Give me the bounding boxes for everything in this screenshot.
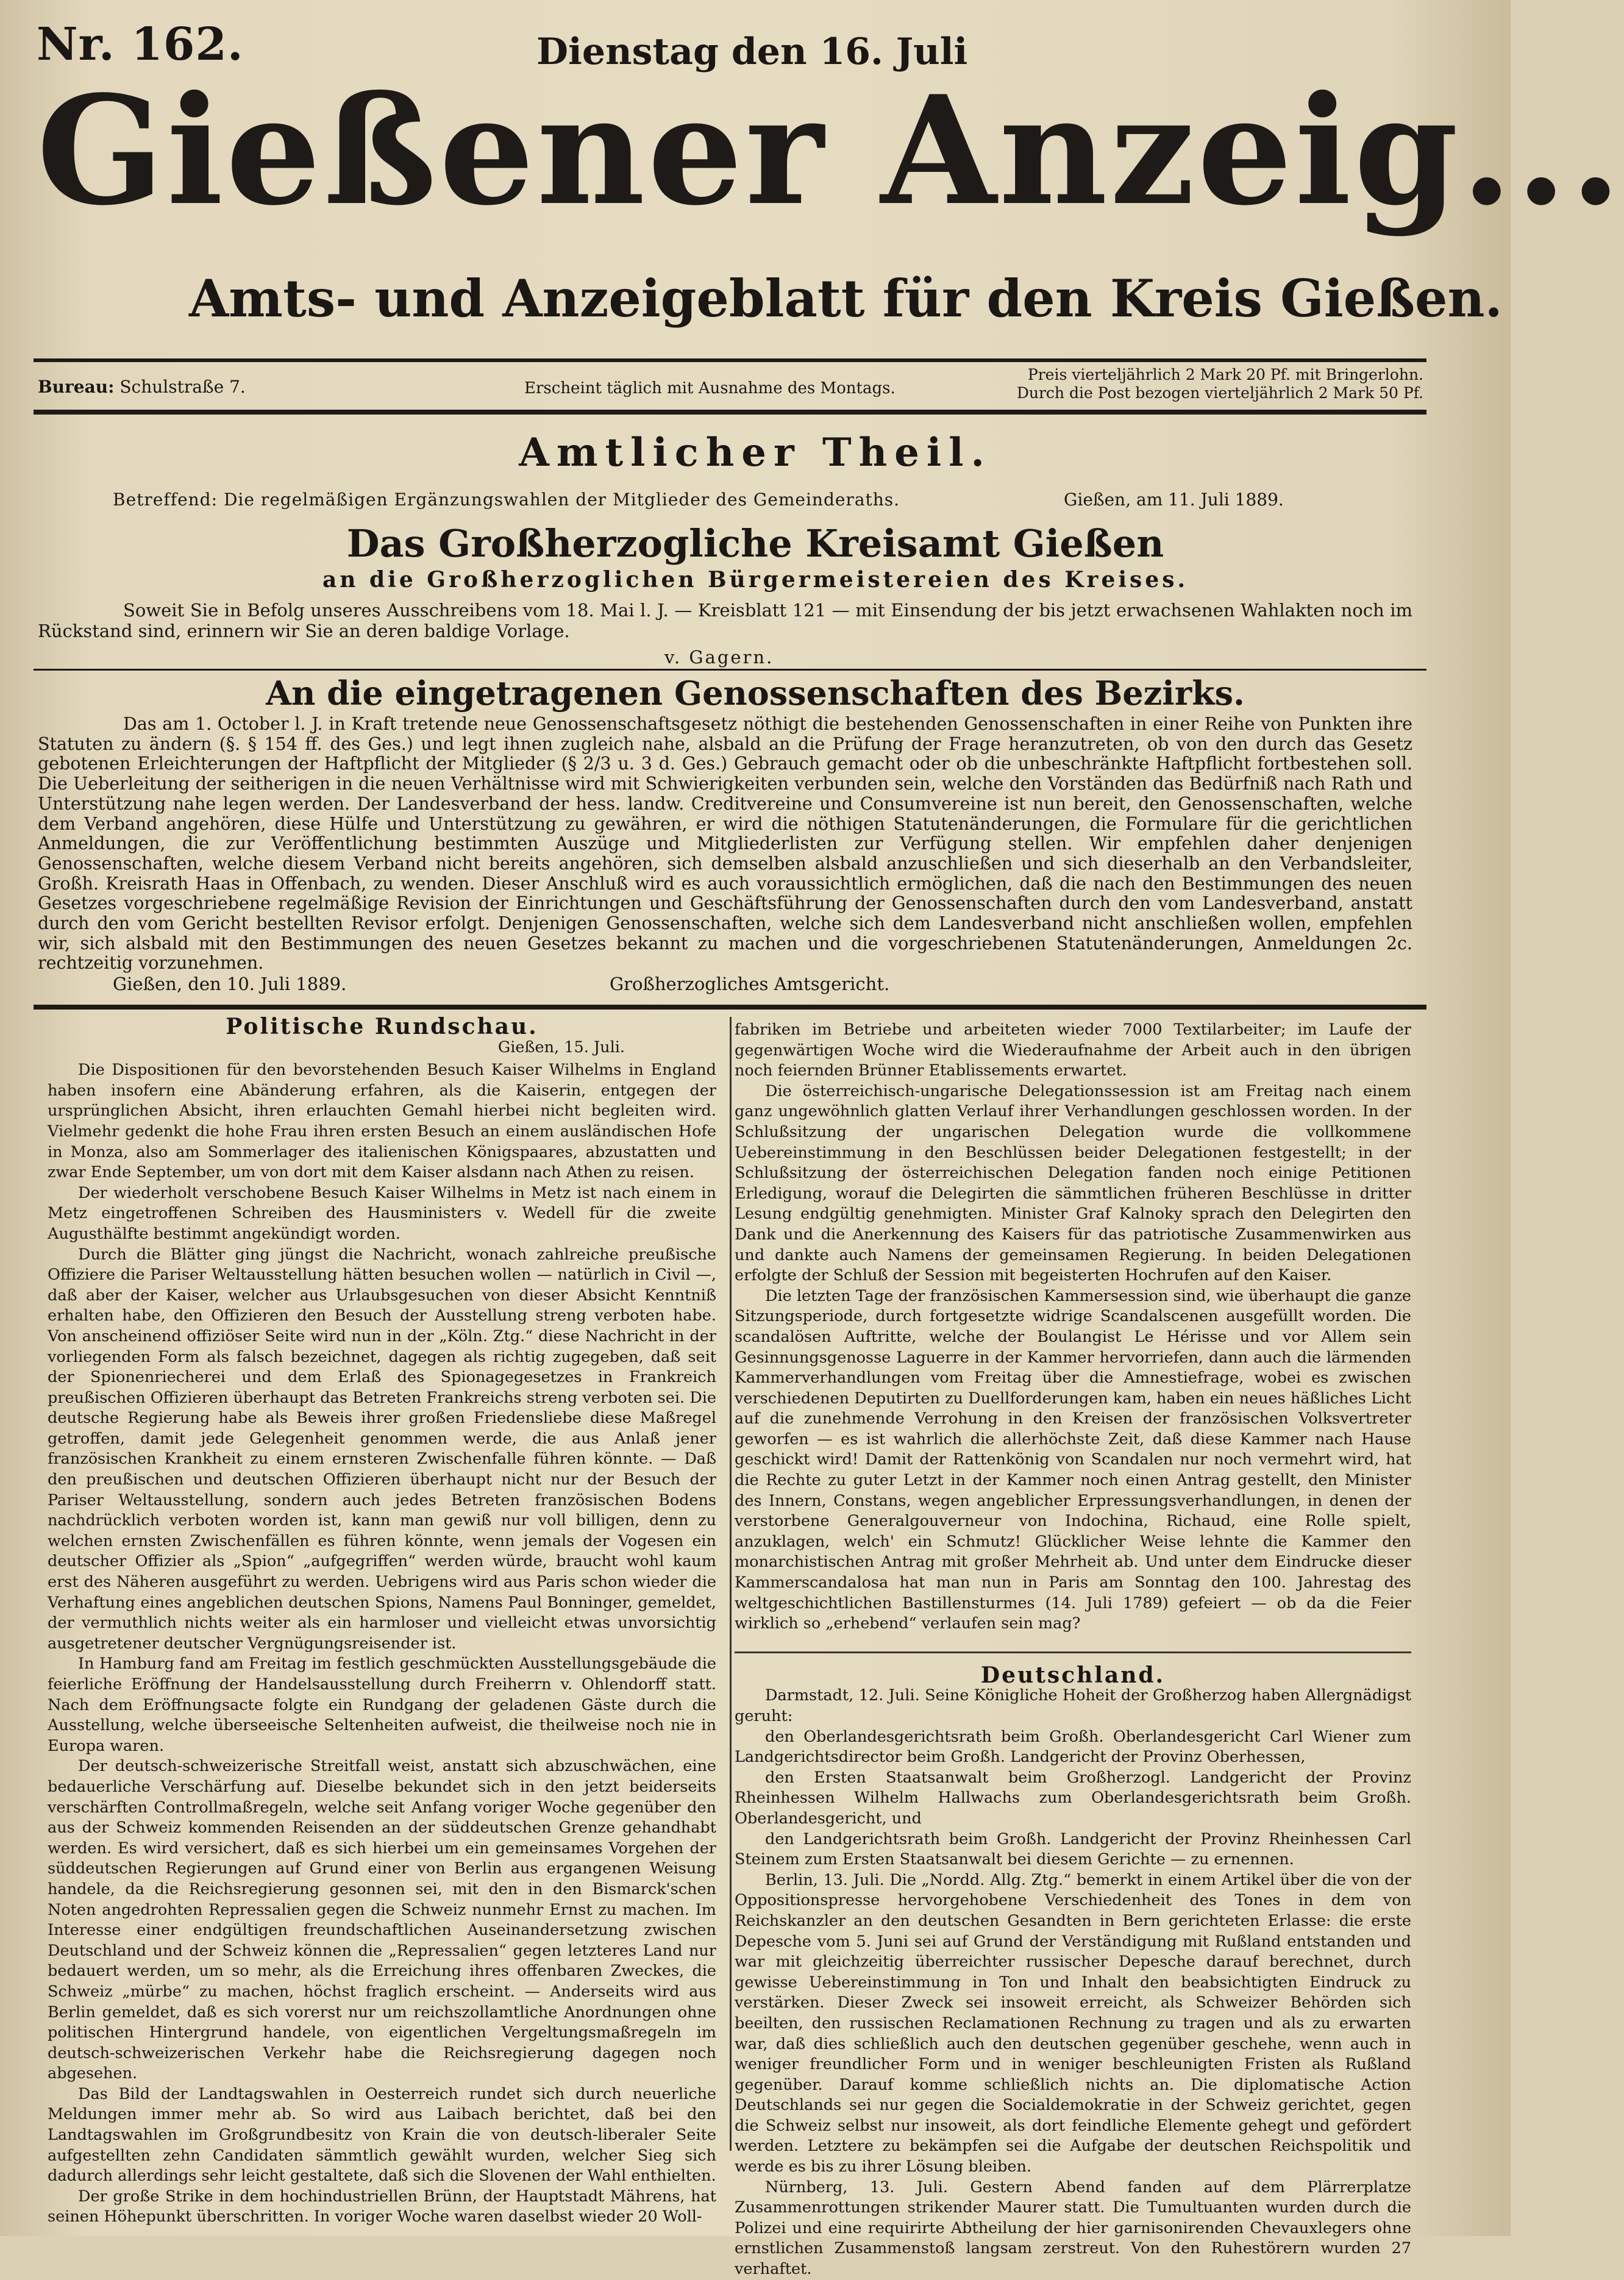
masthead-rule-top: [34, 358, 1426, 362]
germany-heading: Deutschland.: [980, 1662, 1166, 1688]
column-separator: [730, 1017, 732, 2151]
cooperatives-place-date: Gießen, den 10. Juli 1889.: [113, 974, 347, 994]
politics-paragraph: Das Bild der Landtagswahlen in Oesterreich rundet sich durch neuerliche Meldungen immer mehr ab. So wird aus Laibach berichtet, daß bei den Landtagswahlen im Großgrundbesitz von Krain die von deutsch-liberaler Seite aufgestellten zehn Candidaten sämmtlich gewählt wurden, welcher Sieg sich dadurch allerdings sehr leicht gestaltete, daß sich die Slovenen der Wahl enthielten.: [48, 2084, 716, 2186]
politics-paragraph: Durch die Blätter ging jüngst die Nachricht, wonach zahlreiche preußische Offiziere die Pariser Weltausstellung hätten besuchen wollen — natürlich in Civil —, daß aber der Kaiser, welcher aus Urlaubsgesuchen von dieser Absicht Kenntniß erhalten habe, den Offizieren den Besuch der Ausstellung streng verboten habe. Von anscheinend offiziöser Seite wird nun in der „Köln. Ztg.“ diese Nachricht in der vorliegenden Form als falsch bezeichnet, dagegen als richtig zugegeben, daß seit der Spionenriecherei und dem Erlaß des Spionagegesetzes in Frankreich preußischen Offizieren überhaupt das Betreten Frankreichs streng verboten sei. Die deutsche Regierung habe als Beweis ihrer großen Friedensliebe diese Maßregel getroffen, damit jede Gelegenheit genommen werde, die aus Anlaß jener französischen Krankheit zu einem ernsteren Zwischenfalle führen könnte. — Daß den preußischen und deutschen Offizieren überhaupt nicht nur der Besuch der Pariser Weltausstellung, sondern auch jedes Betreten französischen Bodens nachdrücklich verboten worden ist, kann man gewiß nur voll billigen, denn zu welchen ernsten Zwischenfällen es führen könnte, wenn jemals der Vogesen ein deutscher Offizier als „Spion“ „aufgegriffen“ werden würde, braucht wohl kaum erst des Näheren ausgeführt zu werden. Uebrigens wird aus Paris schon wieder die Verhaftung eines angeblichen deutschen Spions, Namens Paul Bonninger, gemeldet, der vermuthlich nichts weiter als ein harmloser und vielleicht etwas unvorsichtig ausgetretener deutscher Vergnügungsreisender ist.: [48, 1245, 716, 1653]
germany-paragraph: Berlin, 13. Juli. Die „Nordd. Allg. Ztg.“ bemerkt in einem Artikel über die von der Oppositionspresse hervorgehobene Verschiedenheit des Tones in dem von Reichskanzler an den deutschen Gesandten in Bern gerichteten Erlasse: die erste Depesche vom 5. Juni sei auf Grund der Verständigung mit Rußland entstanden und war mit gleichzeitig überreichter russischer Depesche darauf berechnet, durch gewisse Uebereinstimmung in Ton und Inhalt den beabsichtigten Eindruck zu verstärken. Dieser Zweck sei insoweit erreicht, als Schweizer Behörden sich beeilten, den russischen Reclamationen Rechnung zu tragen und als zu erwarten war, daß dies schließlich auch den deutschen gegenüber geschehe, wenn auch in weniger freundlicher Form und in weniger beschleunigten Fristen als Rußland gegenüber. Darauf komme schließlich nichts an. Die diplomatische Action Deutschlands sei nur gegen die Socialdemokratie in der Schweiz gerichtet, gegen die Schweiz selbst nur insoweit, als dort feindliche Elemente gehegt und gefördert werden. Letztere zu bekämpfen sei die Aufgabe der deutschen Reichspolitik und werde es bis zu ihrer Lösung bleiben.: [735, 1870, 1411, 2176]
cooperatives-heading: An die eingetragenen Genossenschaften des Bezirks.: [266, 674, 1245, 713]
politics-paragraph: Die Dispositionen für den bevorstehenden Besuch Kaiser Wilhelms in England haben insofern eine Abänderung erfahren, als die Kaiserin, entgegen der ursprünglichen Absicht, ihren erlauchten Gemahl hierbei nicht begleiten wird. Vielmehr gedenkt die hohe Frau ihren ersten Besuch an einem ausländischen Hofe in Monza, also am Sommerlager des italienischen Königspaares, abzustatten und zwar Ende September, um von dort mit dem Kaiser alsdann nach Athen zu reisen.: [48, 1061, 716, 1182]
germany-paragraph: den Ersten Staatsanwalt beim Großherzogl. Landgericht der Provinz Rheinhessen Wilhelm Hallwachs zum Oberlandesgerichtsrath beim Großh. Oberlandesgericht, und: [735, 1768, 1411, 1828]
official-place-date: Gießen, am 11. Juli 1889.: [1064, 490, 1284, 510]
politics-paragraph: In Hamburg fand am Freitag im festlich geschmückten Ausstellungsgebäude die feierliche Eröffnung der Handelsausstellung durch Freiherrn v. Ohlendorff statt. Nach dem Eröffnungsacte folgte ein Rundgang der geladenen Gäste durch die Ausstellung, welche überseeische Seltenheiten aufweist, die theilweise noch nie in Europa waren.: [48, 1655, 716, 1755]
official-body: Soweit Sie in Befolg unseres Ausschreibens vom 18. Mai l. J. — Kreisblatt 121 — mit Einsendung der bis jetzt erwachsenen Wahlakten noch im Rückstand sind, erinnern wir Sie an deren baldige Vorlage.: [38, 600, 1412, 641]
price-info: [1003, 366, 1423, 402]
left-column: [48, 1014, 716, 2226]
politics-paragraph: Der wiederholt verschobene Besuch Kaiser Wilhelms in Metz ist nach einem in Metz eingetroffenen Schreiben des Hausministers v. Wedell für die zweite Augusthälfte bestimmt angekündigt worden.: [48, 1183, 716, 1243]
bureau-address: Schulstraße 7.: [119, 377, 246, 397]
newspaper-subtitle: Amts- und Anzeigeblatt für den Kreis Gießen.: [189, 268, 1503, 329]
politics-paragraph: Der große Strike in dem hochindustriellen Brünn, der Hauptstadt Mährens, hat seinen Höhepunkt überschritten. In voriger Woche waren daselbst wieder 20 Woll-: [48, 2187, 716, 2226]
politics-heading: Politische Rundschau.: [226, 1014, 538, 1039]
politics-paragraph: Die letzten Tage der französischen Kammersession sind, wie überhaupt die ganze Sitzungsperiode, durch fortgesetzte widrige Scandalscenen ausgefüllt worden. Die scandalösen Auftritte, welche der Boulangist Le Hérisse und vor Allem sein Gesinnungsgenosse Laguerre in der Kammer hervorriefen, dann auch die lärmenden Kammerverhandlungen vom Freitag über die Amnestiefrage, wobei es zwischen verschiedenen Deputirten zu Duellforderungen kam, haben ein neues häßliches Licht auf die zunehmende Verrohung in den Kreisen der französischen Volksvertreter geworfen — es ist wahrlich die allerhöchste Zeit, daß diese Kammer nach Hause geschickt wird! Damit der Rattenkönig von Scandalen nur noch vermehrt wird, hat die Rechte zu guter Letzt in der Kammer noch einen Antrag gestellt, den Minister des Innern, Constans, wegen angeblicher Erpressungsverhandlungen, in denen der verstorbene Generalgouverneur von Indochina, Richaud, eine Rolle spielt, anzuklagen, welch' ein Schmutz! Glücklicher Weise lehnte die Kammer den monarchistischen Antrag mit großer Mehrheit ab. Und unter dem Eindrucke dieser Kammerscandalosa hat man nun in Paris am Sonntag den 100. Jahrestag des weltgeschichtlichen Bastillensturmes (14. Juli 1789) gefeiert — ob da die Feier wirklich so „erhebend“ verlaufen sein mag?: [735, 1286, 1411, 1633]
official-authority: Das Großherzogliche Kreisamt Gießen: [346, 521, 1164, 566]
price-line-2: Durch die Post bezogen vierteljährlich 2 Mark 50 Pf.: [1016, 384, 1423, 402]
official-signature: v. Gagern.: [664, 647, 774, 668]
cooperatives-signature: Großherzogliches Amtsgericht.: [610, 974, 890, 994]
masthead-rule-bottom: [34, 410, 1426, 415]
publication-schedule: Erscheint täglich mit Ausnahme des Montags.: [524, 379, 896, 397]
politics-dateline: Gießen, 15. Juli.: [497, 1038, 625, 1056]
newspaper-title: Gießener Anzeig...: [37, 63, 1624, 238]
bureau-line: [38, 377, 246, 397]
right-column: [735, 1020, 1411, 2279]
politics-continuation: fabriken im Betriebe und arbeiteten wieder 7000 Textilarbeiter; im Laufe der gegenwärtigen Woche wird die Wiederaufnahme der Arbeit auch in den übrigen noch feiernden Brünner Etablissements erwartet.: [735, 1021, 1411, 1080]
germany-paragraph: den Oberlandesgerichtsrath beim Großh. Oberlandesgericht Carl Wiener zum Landgerichtsdirector beim Großh. Landgericht der Provinz Oberhessen,: [735, 1727, 1411, 1767]
politics-paragraph: Die österreichisch-ungarische Delegationssession ist am Freitag nach einem ganz ungewöhnlich glatten Verlauf ihrer Verhandlungen geschlossen worden. In der Schlußsitzung der ungarischen Delegation wurde die vollkommene Uebereinstimmung in den Beschlüssen beider Delegationen festgestellt; in der Schlußsitzung der österreichischen Delegation fanden noch einige Petitionen Erledigung, worauf die Delegirten die sämmtlichen früheren Beschlüsse in dritter Lesung endgültig genehmigten. Minister Graf Kalnoky sprach den Delegirten den Dank und die Anerkennung des Kaisers für das patriotische Zusammenwirken aus und dankte auch Namens der gemeinsamen Regierung. In beiden Delegationen erfolgte der Schluß der Session mit begeisterten Hochrufen auf den Kaiser.: [735, 1081, 1411, 1285]
notice-divider: [34, 1005, 1426, 1010]
price-line-1: Preis vierteljährlich 2 Mark 20 Pf. mit Bringerlohn.: [1027, 366, 1423, 383]
politics-paragraph: Der deutsch-schweizerische Streitfall weist, anstatt sich abzuschwächen, eine bedauerliche Verschärfung auf. Dieselbe bekundet sich in den jetzt beiderseits verschärften Controllmaßregeln, welche seit Anfang voriger Woche gegenüber den aus der Schweiz kommenden Reisenden an der süddeutschen Grenze gehandhabt werden. Es wird versichert, daß es sich hierbei um ein gemeinsames Vorgehen der süddeutschen Regierungen auf Grund einer von Berlin aus ergangenen Weisung handele, da die Reichsregierung gesonnen sei, mit den in den Bismarck'schen Noten angedrohten Repressalien gegen die Schweiz nunmehr Ernst zu machen. Im Interesse einer endgültigen freundschaftlichen Auseinandersetzung zwischen Deutschland und der Schweiz können die „Repressalien“ gegen letzteres Land nur bedauert werden, um so mehr, als die Erreichung ihres offenbaren Zweckes, die Schweiz „mürbe“ zu machen, höchst fraglich erscheint. — Anderseits wird aus Berlin gemeldet, daß es sich vorerst nur um reichszollamtliche Anordnungen ohne politischen Hintergrund handele, von eigentlichen Vergeltungsmaßregeln im deutsch-schweizerischen Verkehr habe die Reichsregierung dagegen noch abgesehen.: [48, 1757, 716, 2083]
issue-number: Nr. 162.: [37, 18, 244, 71]
official-addressee: an die Großherzoglichen Bürgermeistereien des Kreises.: [322, 567, 1189, 593]
official-divider: [34, 669, 1426, 671]
bureau-label: Bureau:: [38, 377, 115, 397]
issue-date: Dienstag den 16. Juli: [536, 30, 968, 73]
cooperatives-body: Das am 1. October l. J. in Kraft tretende neue Genossenschaftsgesetz nöthigt die bestehenden Genossenschaften in einer Reihe von Punkten ihre Statuten zu ändern (§. § 154 ff. des Ges.) und legt ihnen zugleich nahe, alsbald an die Prüfung der Frage heranzutreten, ob von den durch das Gesetz gebotenen Erleichterungen der Haftpflicht der Mitglieder (§ 2/3 u. 3 d. Ges.) Gebrauch gemacht oder ob die unbeschränkte Haftpflicht fortbestehen soll. Die Ueberleitung der seitherigen in die neuen Verhältnisse wird mit Schwierigkeiten verbunden sein, welche den Vorständen das Bedürfniß nach Rath und Unterstützung nahe legen werden. Der Landesverband der hess. landw. Creditvereine und Consumvereine ist nun bereit, den Genossenschaften, welche dem Verband angehören, diese Hülfe und Unterstützung zu gewähren, er wird die nöthigen Statutenänderungen, die Formulare für die gerichtlichen Anmeldungen, die zur Veröffentlichung bestimmten Auszüge und Mitgliederlisten zur Verfügung stellen. Wir empfehlen daher denjenigen Genossenschaften, welche diesem Verband nicht bereits angehören, sich demselben alsbald anzuschließen und sich dieserhalb an den Verbandsleiter, Großh. Kreisrath Haas in Offenbach, zu wenden. Dieser Anschluß wird es auch voraussichtlich ermöglichen, daß die nach den Bestimmungen des neuen Gesetzes vorgeschriebene regelmäßige Revision der Einrichtungen und Geschäftsführung der Genossenschaften durch den vom Landesverband, anstatt durch den vom Gericht bestellten Revisor erfolgt. Denjenigen Genossenschaften, welche sich dem Landesverband nicht anschließen wollen, empfehlen wir, sich alsbald mit den Bestimmungen des neuen Gesetzes bekannt zu machen und die vorgeschriebenen Statutenänderungen, Anmeldungen 2c. rechtzeitig vorzunehmen.: [38, 714, 1412, 974]
germany-paragraph: Darmstadt, 12. Juli. Seine Königliche Hoheit der Großherzog haben Allergnädigst geruht:: [735, 1686, 1411, 1725]
germany-paragraph: Nürnberg, 13. Juli. Gestern Abend fanden auf dem Plärrerplatze Zusammenrottungen strikender Maurer statt. Die Tumultuanten wurden durch die Polizei und eine requirirte Abtheilung der hier garnisonirenden Chevauxlegers ohne ernstlichen Zusammenstoß langsam zerstreut. Von den Ruhestörern wurden 27 verhaftet.: [735, 2178, 1411, 2279]
official-regarding: Betreffend: Die regelmäßigen Ergänzungswahlen der Mitglieder des Gemeinderaths.: [113, 490, 900, 510]
right-column-divider: [735, 1651, 1411, 1653]
official-section-heading: Amtlicher Theil.: [519, 430, 992, 476]
germany-paragraph: den Landgerichtsrath beim Großh. Landgericht der Provinz Rheinhessen Carl Steinem zum Ersten Staatsanwalt bei diesem Gerichte — zu ernennen.: [735, 1829, 1411, 1869]
